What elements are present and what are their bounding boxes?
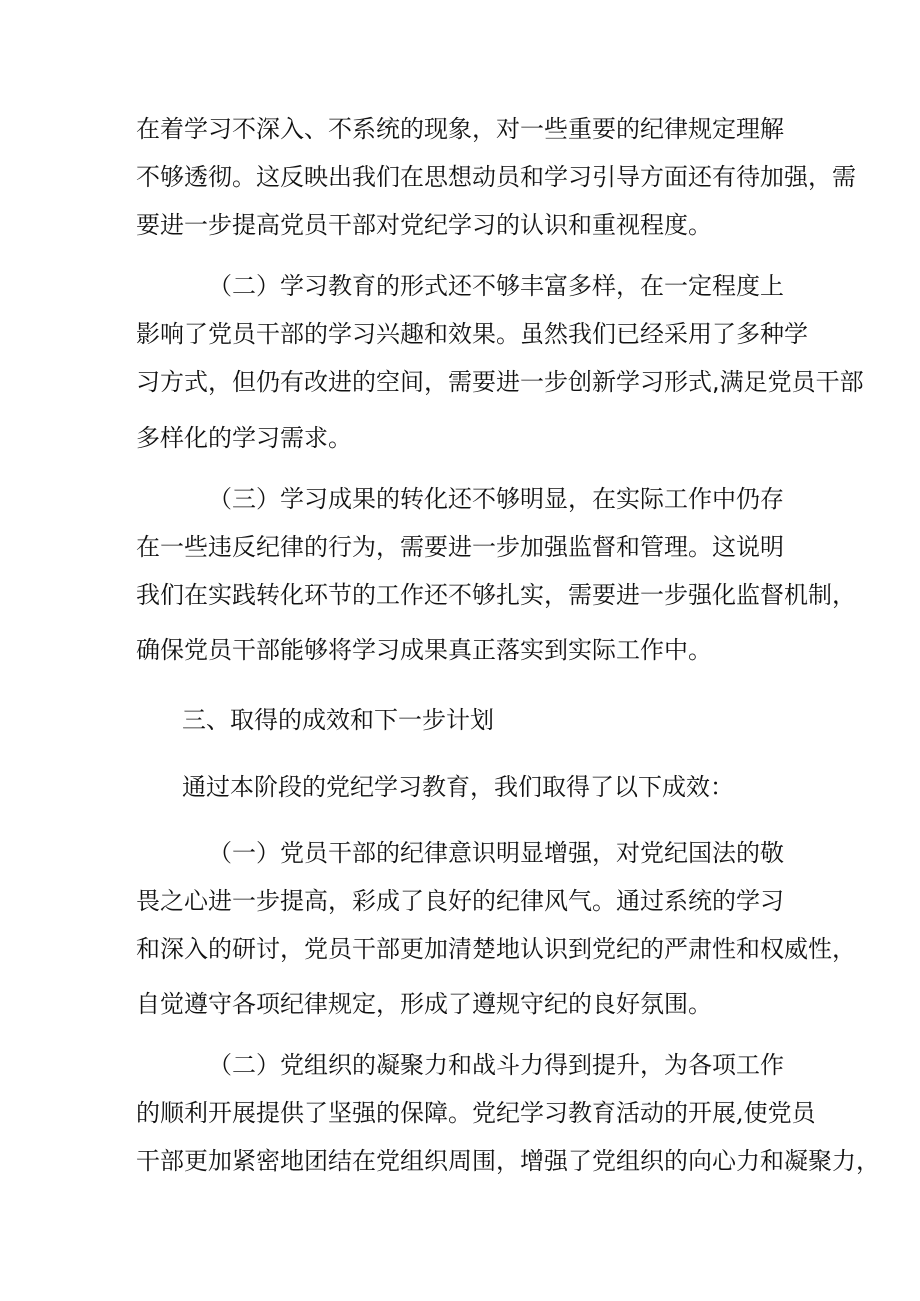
paragraph-line: 在一些违反纪律的行为，需要进一步加强监督和管理。这说明	[136, 533, 784, 561]
paragraph-line: 确保党员干部能够将学习成果真正落实到实际工作中。	[136, 636, 712, 664]
paragraph-line: （一）党员干部的纪律意识明显增强，对党纪国法的敬	[208, 839, 784, 867]
paragraph-line: 我们在实践转化环节的工作还不够扎实，需要进一步强化监督机制，	[136, 581, 856, 609]
paragraph-line: 干部更加紧密地团结在党组织周围，增强了党组织的向心力和凝聚力，	[136, 1147, 880, 1175]
paragraph-line: （三）学习成果的转化还不够明显，在实际工作中仍存	[208, 485, 784, 513]
paragraph-line: （二）党组织的凝聚力和战斗力得到提升，为各项工作	[208, 1051, 784, 1079]
paragraph-line: 在着学习不深入、不系统的现象，对一些重要的纪律规定理解	[136, 115, 784, 143]
paragraph-line: 和深入的研讨，党员干部更加清楚地认识到党纪的严肃性和权威性，	[136, 935, 856, 963]
paragraph-line: 多样化的学习需求。	[136, 424, 352, 452]
paragraph-line: 自觉遵守各项纪律规定，形成了遵规守纪的良好氛围。	[136, 990, 712, 1018]
section-heading: 三、取得的成效和下一步计划	[182, 706, 494, 734]
paragraph-line: 畏之心进一步提高，彩成了良好的纪律风气。通过系统的学习	[136, 887, 784, 915]
paragraph-line: 的顺利开展提供了坚强的保障。党纪学习教育活动的开展,使党员	[136, 1099, 816, 1127]
paragraph-line: 不够透彻。这反映出我们在思想动员和学习引导方面还有待加强，需	[136, 163, 856, 191]
paragraph-line: 影响了党员干部的学习兴趣和效果。虽然我们已经采用了多种学	[136, 320, 808, 348]
paragraph-line: （二）学习教育的形式还不够丰富多样，在一定程度上	[208, 272, 784, 300]
paragraph-line: 通过本阶段的党纪学习教育，我们取得了以下成效：	[182, 773, 734, 801]
paragraph-line: 要进一步提高党员干部对党纪学习的认识和重视程度。	[136, 211, 712, 239]
paragraph-line: 习方式，但仍有改进的空间，需要进一步创新学习形式,满足党员干部	[136, 368, 864, 396]
